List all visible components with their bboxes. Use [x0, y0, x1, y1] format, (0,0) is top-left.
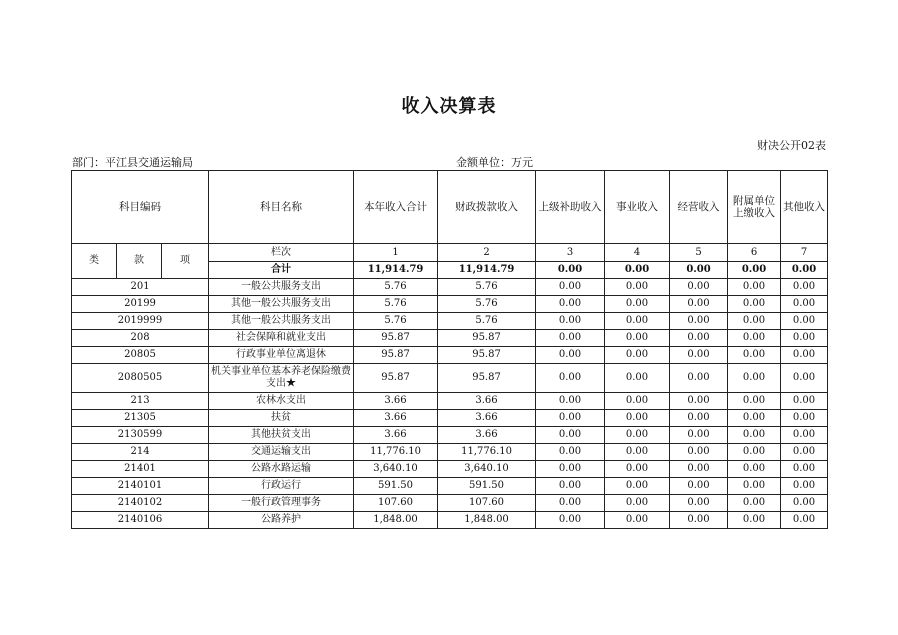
amount-cell: 0.00: [781, 512, 828, 529]
amount-cell: 0.00: [605, 296, 670, 313]
amount-cell: 0.00: [670, 410, 728, 427]
amount-cell: 591.50: [354, 478, 438, 495]
amount-cell: 5.76: [354, 279, 438, 296]
amount-cell: 5.76: [438, 313, 536, 330]
amount-cell: 5.76: [354, 296, 438, 313]
amount-cell: 0.00: [670, 279, 728, 296]
amount-cell: 95.87: [354, 330, 438, 347]
subject-name: 机关事业单位基本养老保险缴费支出★: [209, 364, 354, 393]
table-row: [72, 512, 828, 529]
amount-cell: 0.00: [670, 296, 728, 313]
amount-cell: 0.00: [781, 330, 828, 347]
table-row: [72, 427, 828, 444]
header-superior: 上级补助收入: [536, 171, 605, 244]
header-kuan: 款: [117, 244, 162, 279]
subject-code: 2140106: [72, 512, 209, 529]
subject-code: 213: [72, 393, 209, 410]
subject-name: 交通运输支出: [209, 444, 354, 461]
table-code: 财决公开02表: [757, 139, 826, 152]
amount-cell: 0.00: [728, 478, 781, 495]
amount-cell: 0.00: [536, 427, 605, 444]
subject-name: 一般行政管理事务: [209, 495, 354, 512]
column-number: 7: [781, 244, 828, 262]
subject-name: 行政运行: [209, 478, 354, 495]
total-value: 11,914.79: [354, 262, 438, 279]
column-number: 3: [536, 244, 605, 262]
amount-cell: 0.00: [781, 444, 828, 461]
report-title: 收入决算表: [401, 96, 497, 117]
amount-cell: 0.00: [728, 393, 781, 410]
amount-cell: 0.00: [536, 512, 605, 529]
subject-code: 21401: [72, 461, 209, 478]
header-affiliated: 附属单位上缴收入: [728, 171, 781, 244]
amount-cell: 3.66: [354, 393, 438, 410]
amount-cell: 0.00: [728, 512, 781, 529]
amount-cell: 0.00: [781, 495, 828, 512]
subject-name: 一般公共服务支出: [209, 279, 354, 296]
amount-cell: 0.00: [781, 461, 828, 478]
amount-cell: 0.00: [536, 478, 605, 495]
amount-cell: 0.00: [670, 313, 728, 330]
amount-cell: 95.87: [438, 347, 536, 364]
header-fiscal: 财政拨款收入: [438, 171, 536, 244]
amount-cell: 0.00: [728, 364, 781, 393]
table-row: [72, 347, 828, 364]
column-number: 1: [354, 244, 438, 262]
amount-cell: 1,848.00: [438, 512, 536, 529]
amount-cell: 0.00: [605, 495, 670, 512]
header-row: [72, 171, 828, 244]
amount-cell: 0.00: [536, 279, 605, 296]
amount-cell: 0.00: [536, 347, 605, 364]
amount-cell: 0.00: [781, 427, 828, 444]
amount-cell: 0.00: [781, 364, 828, 393]
amount-cell: 0.00: [670, 330, 728, 347]
subject-name: 其他一般公共服务支出: [209, 296, 354, 313]
amount-cell: 3,640.10: [438, 461, 536, 478]
amount-cell: 0.00: [728, 330, 781, 347]
subject-code: 20199: [72, 296, 209, 313]
total-value: 0.00: [605, 262, 670, 279]
amount-cell: 0.00: [536, 495, 605, 512]
amount-cell: 0.00: [605, 478, 670, 495]
amount-cell: 0.00: [605, 512, 670, 529]
amount-cell: 0.00: [670, 495, 728, 512]
total-value: 0.00: [781, 262, 828, 279]
column-number: 5: [670, 244, 728, 262]
subject-name: 社会保障和就业支出: [209, 330, 354, 347]
header-business: 事业收入: [605, 171, 670, 244]
amount-cell: 0.00: [728, 461, 781, 478]
department-label: 部门：平江县交通运输局: [72, 156, 193, 169]
unit-label: 金额单位：万元: [456, 156, 533, 169]
amount-cell: 0.00: [536, 364, 605, 393]
amount-cell: 0.00: [728, 427, 781, 444]
amount-cell: 0.00: [536, 393, 605, 410]
amount-cell: 11,776.10: [354, 444, 438, 461]
amount-cell: 0.00: [605, 347, 670, 364]
subject-name: 其他一般公共服务支出: [209, 313, 354, 330]
amount-cell: 0.00: [670, 427, 728, 444]
amount-cell: 0.00: [605, 313, 670, 330]
amount-cell: 0.00: [781, 296, 828, 313]
amount-cell: 0.00: [605, 461, 670, 478]
subject-code: 208: [72, 330, 209, 347]
column-number-row: [72, 244, 828, 262]
amount-cell: 5.76: [354, 313, 438, 330]
amount-cell: 0.00: [536, 330, 605, 347]
amount-cell: 0.00: [605, 410, 670, 427]
table-row: [72, 478, 828, 495]
total-value: 0.00: [536, 262, 605, 279]
column-number: 2: [438, 244, 536, 262]
header-other: 其他收入: [781, 171, 828, 244]
subject-name: 其他扶贫支出: [209, 427, 354, 444]
amount-cell: 0.00: [670, 364, 728, 393]
total-value: 0.00: [670, 262, 728, 279]
amount-cell: 0.00: [781, 313, 828, 330]
amount-cell: 0.00: [670, 444, 728, 461]
amount-cell: 0.00: [536, 313, 605, 330]
subject-code: 20805: [72, 347, 209, 364]
amount-cell: 0.00: [781, 393, 828, 410]
subject-code: 2140101: [72, 478, 209, 495]
header-code: 科目编码: [72, 171, 209, 244]
subject-code: 21305: [72, 410, 209, 427]
amount-cell: 5.76: [438, 296, 536, 313]
amount-cell: 3,640.10: [354, 461, 438, 478]
amount-cell: 0.00: [728, 347, 781, 364]
table-row: [72, 444, 828, 461]
column-number-label: 栏次: [209, 244, 354, 262]
amount-cell: 0.00: [781, 279, 828, 296]
amount-cell: 11,776.10: [438, 444, 536, 461]
amount-cell: 95.87: [438, 364, 536, 393]
subject-code: 2130599: [72, 427, 209, 444]
amount-cell: 0.00: [728, 296, 781, 313]
amount-cell: 0.00: [670, 512, 728, 529]
subject-name: 公路水路运输: [209, 461, 354, 478]
subject-name: 公路养护: [209, 512, 354, 529]
amount-cell: 0.00: [670, 393, 728, 410]
table-row: [72, 330, 828, 347]
table-row: [72, 364, 828, 393]
total-label: 合计: [209, 262, 354, 279]
subject-code: 2140102: [72, 495, 209, 512]
table-row: [72, 279, 828, 296]
amount-cell: 107.60: [438, 495, 536, 512]
header-operating: 经营收入: [670, 171, 728, 244]
amount-cell: 0.00: [728, 444, 781, 461]
total-value: 11,914.79: [438, 262, 536, 279]
amount-cell: 0.00: [536, 444, 605, 461]
amount-cell: 0.00: [536, 461, 605, 478]
amount-cell: 95.87: [354, 347, 438, 364]
amount-cell: 0.00: [605, 393, 670, 410]
header-total: 本年收入合计: [354, 171, 438, 244]
table-row: [72, 313, 828, 330]
header-xiang: 项: [162, 244, 209, 279]
table-row: [72, 393, 828, 410]
amount-cell: 5.76: [438, 279, 536, 296]
amount-cell: 3.66: [354, 410, 438, 427]
subject-name: 扶贫: [209, 410, 354, 427]
subject-code: 2080505: [72, 364, 209, 393]
amount-cell: 0.00: [670, 478, 728, 495]
subject-code: 2019999: [72, 313, 209, 330]
amount-cell: 0.00: [728, 279, 781, 296]
amount-cell: 95.87: [354, 364, 438, 393]
amount-cell: 0.00: [781, 478, 828, 495]
income-table: [71, 170, 828, 529]
subject-code: 201: [72, 279, 209, 296]
amount-cell: 0.00: [605, 427, 670, 444]
table-row: [72, 296, 828, 313]
subject-name: 农林水支出: [209, 393, 354, 410]
amount-cell: 0.00: [728, 410, 781, 427]
amount-cell: 3.66: [438, 427, 536, 444]
table-row: [72, 495, 828, 512]
table-row: [72, 461, 828, 478]
column-number: 6: [728, 244, 781, 262]
total-value: 0.00: [728, 262, 781, 279]
amount-cell: 0.00: [781, 410, 828, 427]
amount-cell: 3.66: [438, 393, 536, 410]
amount-cell: 0.00: [605, 444, 670, 461]
amount-cell: 3.66: [354, 427, 438, 444]
amount-cell: 0.00: [670, 347, 728, 364]
amount-cell: 0.00: [536, 296, 605, 313]
amount-cell: 1,848.00: [354, 512, 438, 529]
column-number: 4: [605, 244, 670, 262]
amount-cell: 0.00: [781, 347, 828, 364]
amount-cell: 0.00: [536, 410, 605, 427]
amount-cell: 3.66: [438, 410, 536, 427]
amount-cell: 0.00: [605, 330, 670, 347]
amount-cell: 591.50: [438, 478, 536, 495]
amount-cell: 95.87: [438, 330, 536, 347]
subject-name: 行政事业单位离退休: [209, 347, 354, 364]
amount-cell: 107.60: [354, 495, 438, 512]
header-name: 科目名称: [209, 171, 354, 244]
table-row: [72, 410, 828, 427]
amount-cell: 0.00: [605, 279, 670, 296]
amount-cell: 0.00: [728, 313, 781, 330]
header-class: 类: [72, 244, 117, 279]
subject-code: 214: [72, 444, 209, 461]
amount-cell: 0.00: [670, 461, 728, 478]
amount-cell: 0.00: [605, 364, 670, 393]
amount-cell: 0.00: [728, 495, 781, 512]
